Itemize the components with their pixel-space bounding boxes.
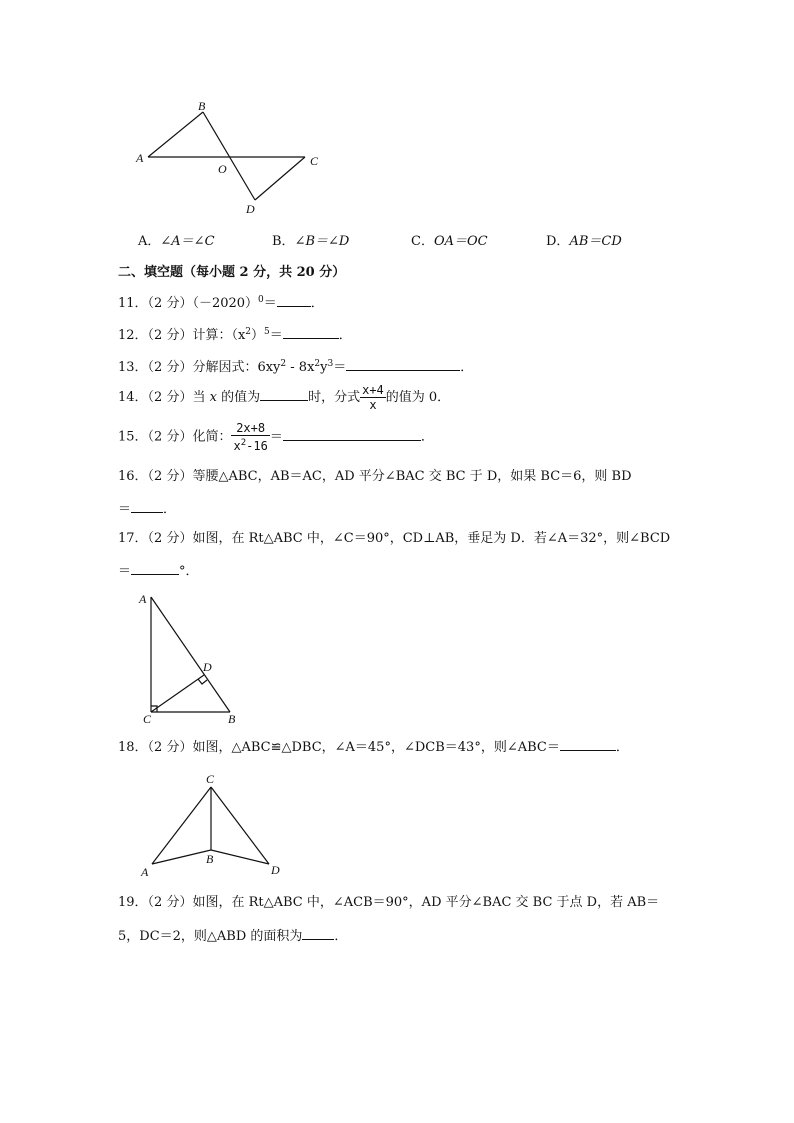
right-angle-mark-d (198, 679, 207, 684)
exponent: 2 (280, 359, 287, 369)
exponent: 2 (245, 327, 252, 337)
fraction-numerator: x+4 (362, 383, 384, 397)
denominator-base: x (233, 439, 241, 453)
question-12: 12．（2 分）计算：$(x^2)^5=$ ． (118, 327, 352, 343)
question-points: （2 分） (147, 360, 193, 375)
denominator-rest: -16 (246, 439, 268, 453)
segment-ab (151, 597, 230, 712)
label-c: C (143, 712, 152, 725)
option-letter: B． (272, 234, 295, 249)
answer-blank[interactable] (131, 500, 163, 513)
question-number: 12． (118, 328, 148, 343)
question-19-cont: 5，DC＝2，则△ABD 的面积为 ． (118, 929, 348, 944)
question-number: 14． (118, 390, 148, 405)
label-a: A (136, 151, 144, 165)
label-a: A (139, 592, 147, 606)
answer-blank[interactable] (277, 294, 311, 307)
question-text: 如图，△ABC≌△DBC，∠A＝45°，∠DCB＝43°，则∠ABC＝ (192, 740, 560, 755)
label-b: B (228, 712, 236, 725)
question-text: 如图，在 Rt△ABC 中，∠C＝90°，CD⊥AB，垂足为 D．若∠A＝32°，则∠BCD (192, 531, 671, 546)
answer-blank[interactable] (302, 927, 334, 940)
label-c: C (310, 154, 319, 168)
figure-congruent-triangles (138, 770, 288, 880)
label-d: D (271, 863, 280, 877)
segment-ab (148, 112, 203, 157)
fraction-denominator: x (369, 398, 377, 412)
question-points: （2 分） (147, 740, 193, 755)
exponent: 0 (258, 295, 264, 305)
option-d (546, 230, 622, 249)
option-c (411, 230, 488, 249)
exponent: 3 (327, 359, 334, 369)
label-b: B (198, 99, 206, 113)
question-text: ＝ (118, 564, 132, 579)
question-text: 的值为 0． (385, 390, 451, 405)
question-11: 11．（2 分）$(-2020)^0=$ ． (118, 295, 324, 311)
question-text: 5，DC＝2，则△ABD 的面积为 (118, 929, 303, 944)
exponent: 5 (264, 327, 270, 337)
answer-blank[interactable] (260, 388, 308, 401)
label-o: O (218, 162, 227, 176)
question-text: 如图，在 Rt△ABC 中，∠ACB＝90°，AD 平分∠BAC 交 BC 于点 D，若 AB＝ (192, 895, 660, 910)
question-number: 17． (118, 531, 148, 546)
question-points: （2 分） (147, 390, 193, 405)
exponent: 2 (240, 438, 247, 448)
option-text: ∠B＝∠D (294, 234, 350, 249)
question-text: 计算：（x (192, 328, 246, 343)
question-text: ＝ (263, 296, 277, 311)
question-points: （2 分） (147, 895, 193, 910)
question-points: （2 分） (147, 469, 193, 484)
question-text: 分解因式：6xy (192, 360, 281, 375)
question-number: 16． (118, 469, 148, 484)
option-letter: C． (411, 234, 434, 249)
question-15: 15．（2 分）化简： $\frac{2x+8}{x^2-16}$ ＝ ． (118, 421, 434, 453)
answer-blank[interactable] (560, 738, 616, 751)
option-letter: A． (138, 234, 161, 249)
answer-blank[interactable] (346, 358, 460, 371)
question-text: 时，分式 (308, 390, 361, 405)
label-d: D (203, 660, 212, 674)
question-text: ＝ (333, 360, 347, 375)
figure-right-triangle-altitude (130, 585, 250, 725)
option-text: ∠A＝∠C (160, 234, 215, 249)
question-19 (118, 895, 659, 911)
option-text: OA＝OC (433, 234, 488, 249)
question-number: 11． (118, 296, 148, 311)
question-text: （－2020） (192, 296, 259, 311)
question-text: y (320, 360, 328, 375)
label-b: B (206, 852, 214, 866)
question-17-cont (118, 562, 199, 580)
question-text: ＝ (269, 429, 283, 445)
question-18: 18．（2 分）如图，△ABC≌△DBC，∠A＝45°，∠DCB＝43°，则∠ABC＝ ． (118, 740, 629, 755)
question-14 (118, 383, 450, 412)
label-d: D (246, 202, 255, 216)
segment-cd (151, 675, 204, 712)
question-text: 化简： (192, 429, 232, 445)
question-points: （2 分） (147, 429, 193, 445)
question-text: 当 (192, 390, 210, 405)
fraction (360, 383, 386, 412)
answer-blank[interactable] (283, 326, 339, 339)
question-text: ＝ (118, 502, 132, 517)
answer-blank[interactable] (131, 562, 179, 575)
question-points: （2 分） (147, 296, 193, 311)
label-c: C (206, 772, 215, 786)
question-text: - 8x (286, 360, 315, 375)
question-text: 的值为 (216, 390, 261, 405)
figure-intersecting-triangles (130, 95, 330, 220)
option-a (138, 230, 215, 249)
fraction-numerator: 2x+8 (231, 421, 269, 436)
fraction-denominator (231, 436, 269, 453)
question-number: 13． (118, 360, 148, 375)
question-number: 18． (118, 740, 148, 755)
exponent: 2 (314, 359, 321, 369)
question-number: 15． (118, 429, 148, 445)
fraction (231, 421, 269, 453)
question-text: ＝ (269, 328, 283, 343)
question-text: 等腰△ABC，AB＝AC，AD 平分∠BAC 交 BC 于 D，如果 BC＝6，则 BD (192, 469, 632, 484)
segment-bd (203, 112, 255, 200)
variable-x: x (209, 390, 217, 405)
answer-blank[interactable] (283, 428, 421, 441)
section-title: 二、填空题（每小题 2 分，共 20 分） (118, 265, 346, 280)
question-text: °． (179, 564, 199, 579)
question-16 (118, 469, 632, 485)
option-letter: D． (546, 234, 570, 249)
question-text: ） (251, 328, 265, 343)
question-16-cont: ＝ ． (118, 502, 177, 517)
label-a: A (141, 865, 149, 879)
question-17 (118, 531, 670, 547)
question-number: 19． (118, 895, 148, 910)
option-b (272, 230, 349, 249)
option-text: AB＝CD (569, 234, 622, 249)
question-points: （2 分） (147, 531, 193, 546)
question-points: （2 分） (147, 328, 193, 343)
segment-cd (255, 157, 305, 200)
question-13: 13．（2 分）分解因式：$6xy^2 - 8x^2y^3=$ ． (118, 359, 474, 375)
